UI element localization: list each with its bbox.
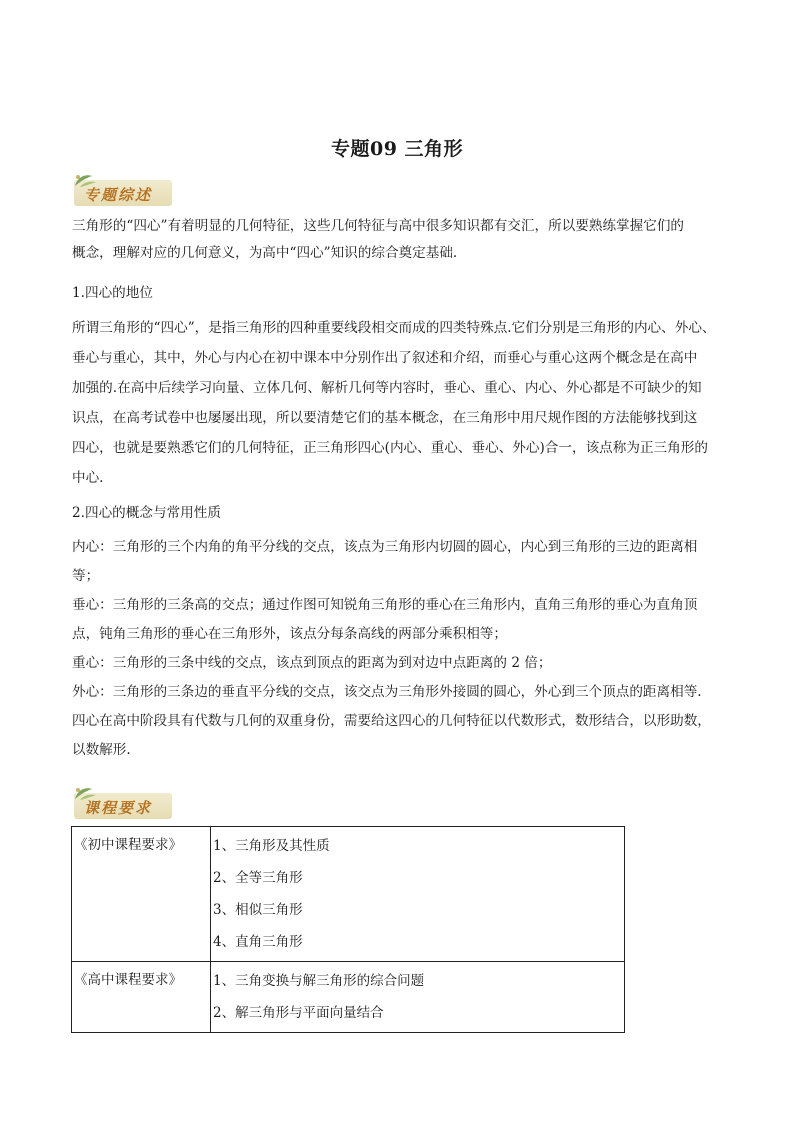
list-item: 4、直角三角形 [213, 934, 303, 950]
body-line: 垂心：三角形的三条高的交点；通过作图可知锐角三角形的垂心在三角形内，直角三角形的垂心为直角顶 [72, 597, 698, 613]
body-line: 以数解形. [72, 742, 131, 758]
body-line: 加强的.在高中后续学习向量、立体几何、解析几何等内容时，垂心、重心、内心、外心都是不可缺少的知 [72, 380, 702, 396]
section-heading: 1.四心的地位 [72, 285, 153, 301]
body-line: 外心：三角形的三条边的垂直平分线的交点，该交点为三角形外接圆的圆心，外心到三个顶点的距离相等. [72, 684, 702, 700]
requirements-table [71, 826, 625, 1033]
intro-line: 概念，理解对应的几何意义，为高中“四心”知识的综合奠定基础. [72, 245, 458, 261]
body-line: 所谓三角形的“四心”，是指三角形的四种重要线段相交而成的四类特殊点.它们分别是三角形的内心、外心、 [72, 320, 716, 336]
row-label-junior: 《初中课程要求》 [72, 827, 211, 962]
section-1 [72, 280, 732, 493]
section-heading: 2.四心的概念与常用性质 [72, 505, 221, 521]
table-row [72, 827, 625, 962]
list-item: 2、全等三角形 [213, 870, 303, 886]
intro-paragraph [72, 213, 732, 267]
table-row [72, 962, 625, 1033]
body-line: 垂心与重心，其中，外心与内心在初中课本中分别作出了叙述和介绍，而垂心与重心这两个概念是在高中 [72, 350, 698, 366]
body-line: 中心. [72, 470, 104, 486]
row-items-junior [211, 827, 625, 962]
page-title: 专题09 三角形 [330, 138, 464, 160]
body-line: 四心，也就是要熟悉它们的几何特征，正三角形四心(内心、重心、垂心、外心)合一，该点称为正三角形的 [72, 440, 708, 456]
intro-line: 三角形的“四心”有着明显的几何特征，这些几何特征与高中很多知识都有交汇，所以要熟练掌握它们的 [72, 218, 685, 234]
body-line: 点，钝角三角形的垂心在三角形外，该点分每条高线的两部分乘积相等； [72, 626, 507, 642]
section-banner-requirements [72, 791, 174, 821]
list-item: 2、解三角形与平面向量结合 [213, 1005, 384, 1021]
banner-title: 专题综述 [84, 186, 153, 204]
body-line: 识点，在高考试卷中也屡屡出现，所以要清楚它们的基本概念，在三角形中用尺规作图的方法能够找到这 [72, 410, 698, 426]
list-item: 1、三角形及其性质 [213, 838, 330, 854]
body-line: 重心：三角形的三条中线的交点，该点到顶点的距离为到对边中点距离的 2 倍； [72, 655, 552, 671]
section-banner-overview [72, 178, 174, 208]
row-label-senior: 《高中课程要求》 [72, 962, 211, 1033]
banner-title: 课程要求 [84, 799, 153, 817]
list-item: 3、相似三角形 [213, 902, 303, 918]
list-item: 1、三角变换与解三角形的综合问题 [213, 973, 425, 989]
body-line: 内心：三角形的三个内角的角平分线的交点，该点为三角形内切圆的圆心，内心到三角形的三边的距离相 [72, 539, 698, 555]
body-line: 等； [72, 568, 100, 584]
section-2 [72, 500, 732, 765]
body-line: 四心在高中阶段具有代数与几何的双重身份，需要给这四心的几何特征以代数形式，数形结合，以形助数， [72, 713, 711, 729]
row-items-senior [211, 962, 625, 1033]
